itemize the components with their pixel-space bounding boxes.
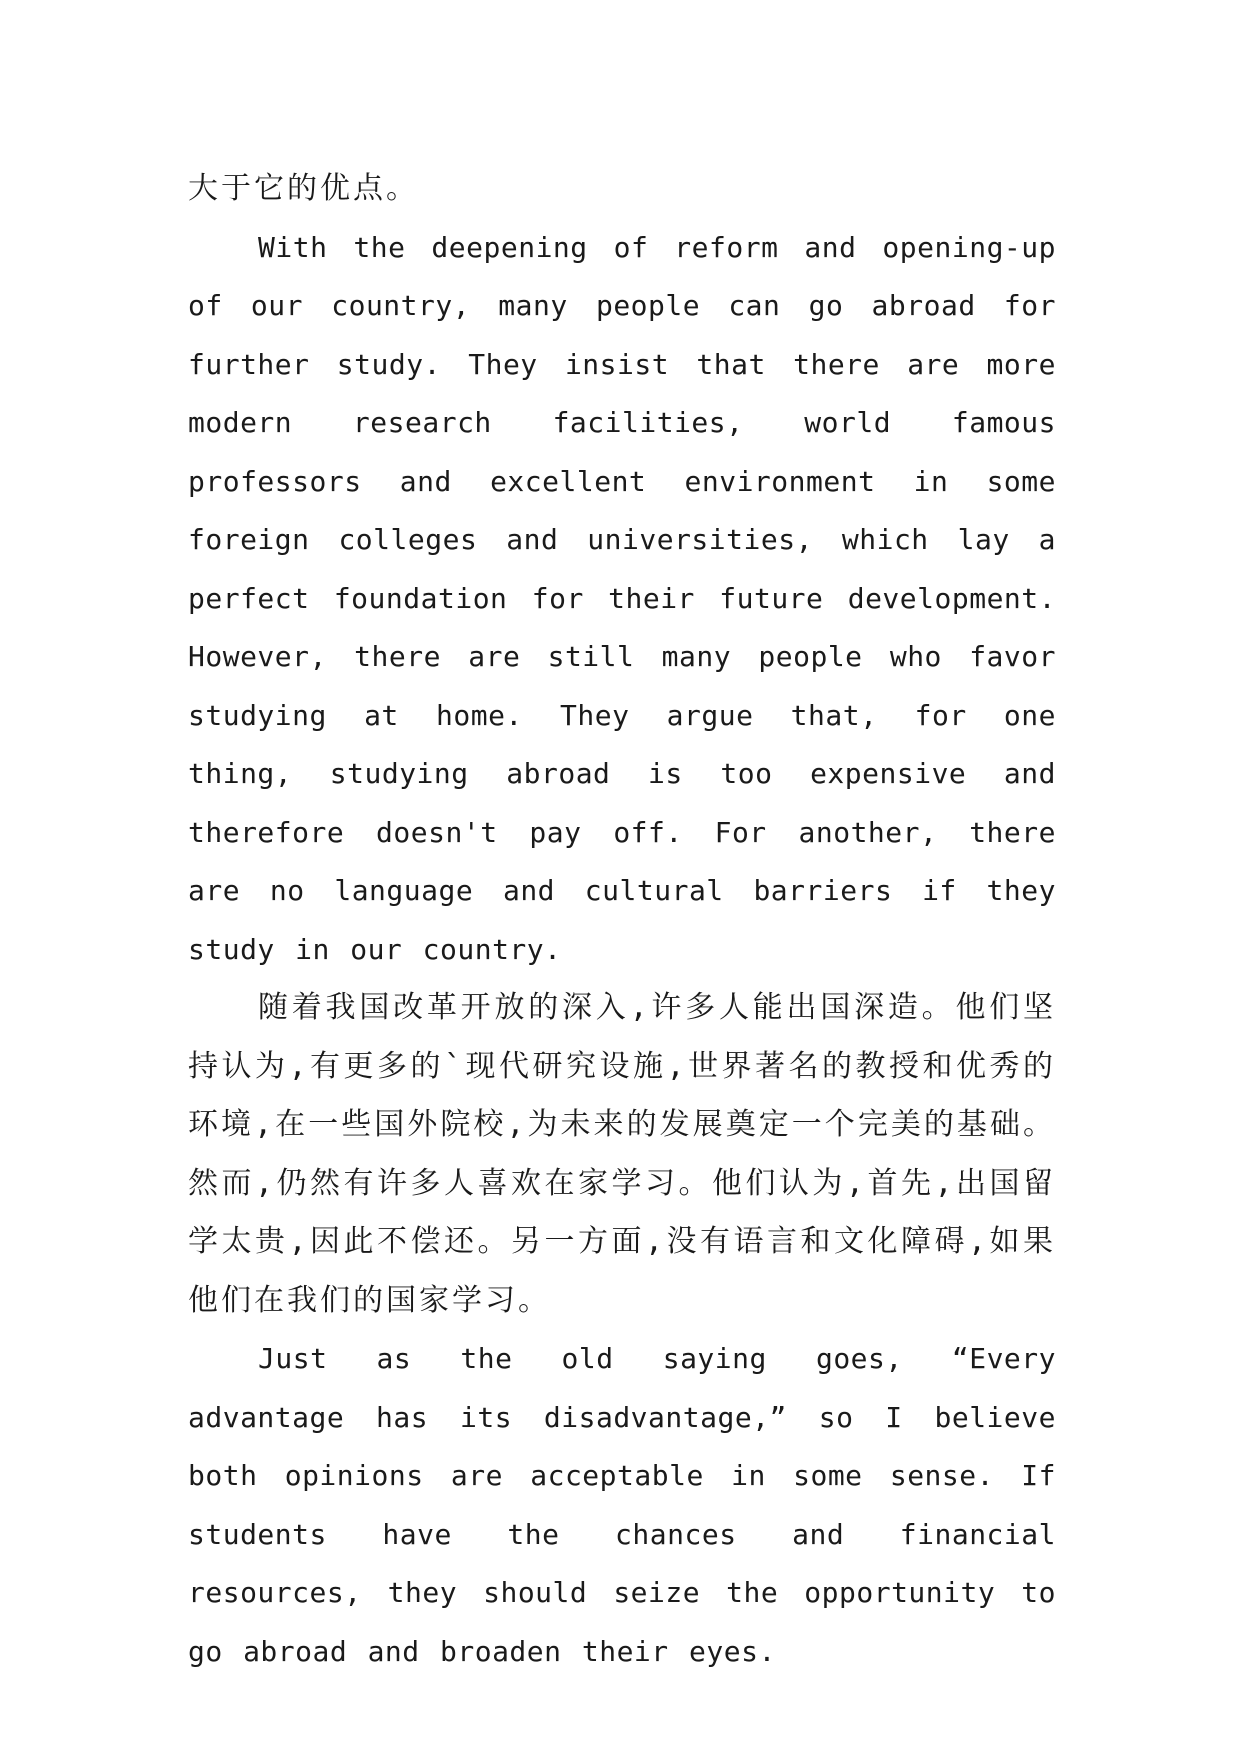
paragraph-opinions-zh: 随着我国改革开放的深入,许多人能出国深造。他们坚持认为,有更多的`现代研究设施,世界著名的教授和优秀的环境,在一些国外院校,为未来的发展奠定一个完美的基础。然而,仍然有许多人喜欢在家学习。他们认为,首先,出国留学太贵,因此不偿还。另一方面,没有语言和文化障碍,如果他们在我们的国家学习。 bbox=[188, 990, 1056, 1318]
paragraph-opinions-en: With the deepening of reform and opening-up of our country, many people can go abroad for further study. They insist that there are more modern research facilities, world famous professors and excellent environment in some foreign colleges and universities, which lay a perfect foundation for their future development. However, there are still many people who favor studying at home. They argue that, for one thing, studying abroad is too expensive and therefore doesn't pay off. For another, there are no language and cultural barriers if they study in our country. bbox=[188, 230, 1056, 966]
paragraph-conclusion-en: Just as the old saying goes, “Every advantage has its disadvantage,” so I believe both opinions are acceptable in some sense. If students have the chances and financial resources, they should seize the opportunity to go abroad and broaden their eyes. bbox=[188, 1342, 1056, 1668]
text-column bbox=[188, 160, 1056, 1681]
paragraph-continuation-zh: 大于它的优点。 bbox=[188, 171, 419, 206]
